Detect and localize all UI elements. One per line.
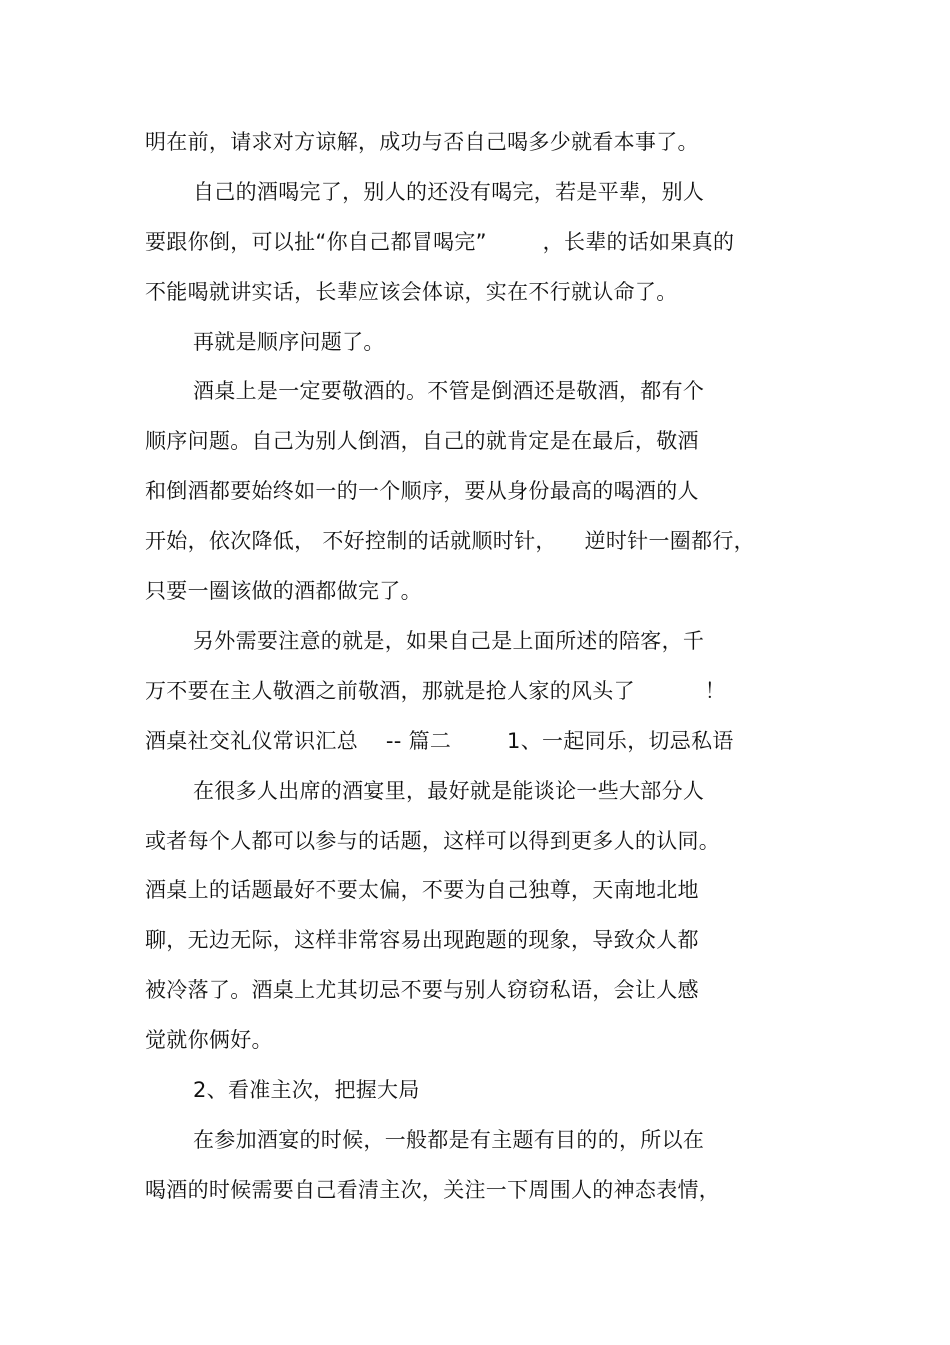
text-line: 再就是顺序问题了。	[193, 330, 385, 354]
text-line: 要跟你倒，可以扯“你自己都冒喝完” ，长辈的话如果真的	[145, 230, 735, 254]
text-line: 酒桌上是一定要敬酒的。不管是倒酒还是敬酒，都有个	[193, 379, 705, 403]
text-line: 不能喝就讲实话，长辈应该会体谅，实在不行就认命了。	[145, 280, 678, 304]
text-line: 在很多人出席的酒宴里，最好就是能谈论一些大部分人	[193, 779, 705, 803]
text-line: 酒桌上的话题最好不要太偏，不要为自己独尊，天南地北地	[145, 878, 699, 902]
text-line: 只要一圈该做的酒都做完了。	[145, 579, 422, 603]
text-line: 聊，无边无际，这样非常容易出现跑题的现象，导致众人都	[145, 928, 699, 952]
text-line: 万不要在主人敬酒之前敬酒，那就是抢人家的风头了 ！	[145, 679, 726, 703]
section-heading-line: 酒桌社交礼仪常识汇总 -- 篇二 1、一起同乐，切忌私语	[145, 729, 734, 753]
text-line: 自己的酒喝完了，别人的还没有喝完，若是平辈，别人	[193, 180, 705, 204]
text-line: 明在前，请求对方谅解，成功与否自己喝多少就看本事了。	[145, 130, 699, 154]
text-line: 被冷落了。酒桌上尤其切忌不要与别人窃窃私语，会让人感	[145, 978, 699, 1002]
text-line: 开始，依次降低， 不好控制的话就顺时针， 逆时针一圈都行，	[145, 529, 755, 553]
subheading-line: 2、看准主次，把握大局	[193, 1078, 420, 1102]
text-line: 喝酒的时候需要自己看清主次，关注一下周围人的神态表情，	[145, 1178, 721, 1202]
text-line: 和倒酒都要始终如一的一个顺序，要从身份最高的喝酒的人	[145, 479, 699, 503]
text-line: 或者每个人都可以参与的话题，这样可以得到更多人的认同。	[145, 829, 721, 853]
text-line: 顺序问题。自己为别人倒酒，自己的就肯定是在最后，敬酒	[145, 429, 699, 453]
text-line: 另外需要注意的就是，如果自己是上面所述的陪客，千	[193, 629, 705, 653]
text-line: 在参加酒宴的时候，一般都是有主题有目的的，所以在	[193, 1128, 705, 1152]
text-line: 觉就你俩好。	[145, 1028, 273, 1052]
